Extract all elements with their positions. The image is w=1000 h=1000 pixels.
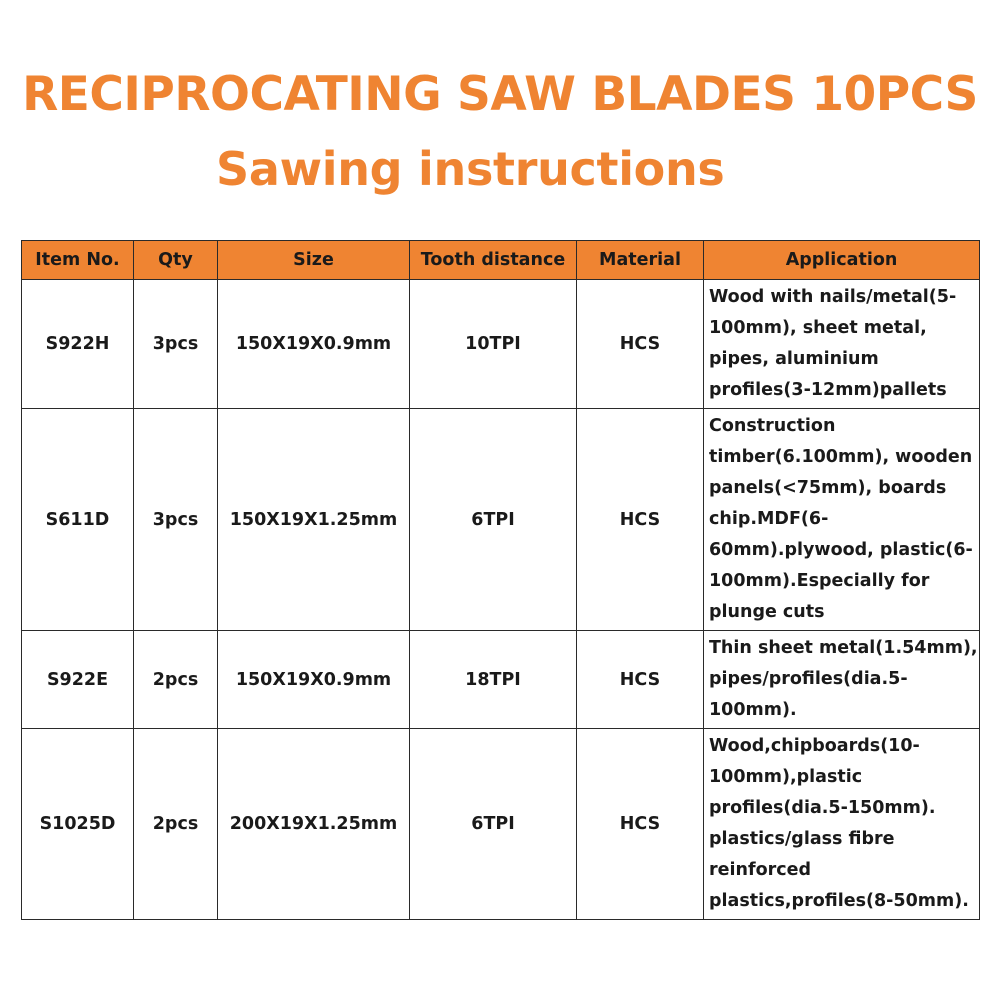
application-line: Wood with nails/metal(5-	[709, 287, 957, 307]
saw-blade-spec-table	[21, 240, 980, 920]
cell-qty: 2pcs	[134, 729, 218, 920]
cell-tooth-distance: 10TPI	[410, 280, 577, 409]
header-size: Size	[218, 241, 410, 280]
cell-qty: 2pcs	[134, 631, 218, 729]
cell-item-no: S922H	[22, 280, 134, 409]
table-body	[22, 280, 980, 920]
application-line: panels(<75mm), boards	[709, 478, 947, 498]
cell-tooth-distance: 18TPI	[410, 631, 577, 729]
application-line: 100mm),plastic	[709, 767, 863, 787]
cell-tooth-distance: 6TPI	[410, 729, 577, 920]
application-line: Thin sheet metal(1.54mm),	[709, 638, 978, 658]
table-row	[22, 280, 980, 409]
page-title: RECIPROCATING SAW BLADES 10PCS	[22, 67, 978, 122]
application-line: 60mm).plywood, plastic(6-	[709, 540, 973, 560]
cell-material: HCS	[577, 409, 704, 631]
header-row	[22, 241, 980, 280]
cell-material: HCS	[577, 729, 704, 920]
cell-size: 150X19X1.25mm	[218, 409, 410, 631]
application-line: pipes/profiles(dia.5-	[709, 669, 908, 689]
cell-application	[704, 409, 980, 631]
cell-qty: 3pcs	[134, 280, 218, 409]
application-line: reinforced	[709, 860, 811, 880]
application-line: plastics/glass fibre	[709, 829, 895, 849]
application-line: Wood,chipboards(10-	[709, 736, 920, 756]
cell-item-no: S922E	[22, 631, 134, 729]
cell-qty: 3pcs	[134, 409, 218, 631]
header-qty: Qty	[134, 241, 218, 280]
cell-item-no: S1025D	[22, 729, 134, 920]
cell-tooth-distance: 6TPI	[410, 409, 577, 631]
cell-size: 200X19X1.25mm	[218, 729, 410, 920]
cell-item-no: S611D	[22, 409, 134, 631]
header-application: Application	[704, 241, 980, 280]
cell-size: 150X19X0.9mm	[218, 280, 410, 409]
table-row	[22, 631, 980, 729]
header-material: Material	[577, 241, 704, 280]
table-header	[22, 241, 980, 280]
cell-application	[704, 729, 980, 920]
application-line: 100mm), sheet metal,	[709, 318, 927, 338]
application-line: plastics,profiles(8-50mm).	[709, 891, 969, 911]
application-line: profiles(dia.5-150mm).	[709, 798, 936, 818]
application-line: chip.MDF(6-	[709, 509, 829, 529]
cell-material: HCS	[577, 631, 704, 729]
cell-application	[704, 631, 980, 729]
application-line: Construction	[709, 416, 836, 436]
header-tooth-distance: Tooth distance	[410, 241, 577, 280]
table-row	[22, 409, 980, 631]
cell-material: HCS	[577, 280, 704, 409]
cell-size: 150X19X0.9mm	[218, 631, 410, 729]
application-line: 100mm).	[709, 700, 797, 720]
application-line: pipes, aluminium	[709, 349, 879, 369]
application-line: plunge cuts	[709, 602, 825, 622]
header-item-no: Item No.	[22, 241, 134, 280]
page-subtitle: Sawing instructions	[216, 142, 725, 196]
application-line: timber(6.100mm), wooden	[709, 447, 973, 467]
application-line: profiles(3-12mm)pallets	[709, 380, 947, 400]
table-row	[22, 729, 980, 920]
application-line: 100mm).Especially for	[709, 571, 930, 591]
cell-application	[704, 280, 980, 409]
